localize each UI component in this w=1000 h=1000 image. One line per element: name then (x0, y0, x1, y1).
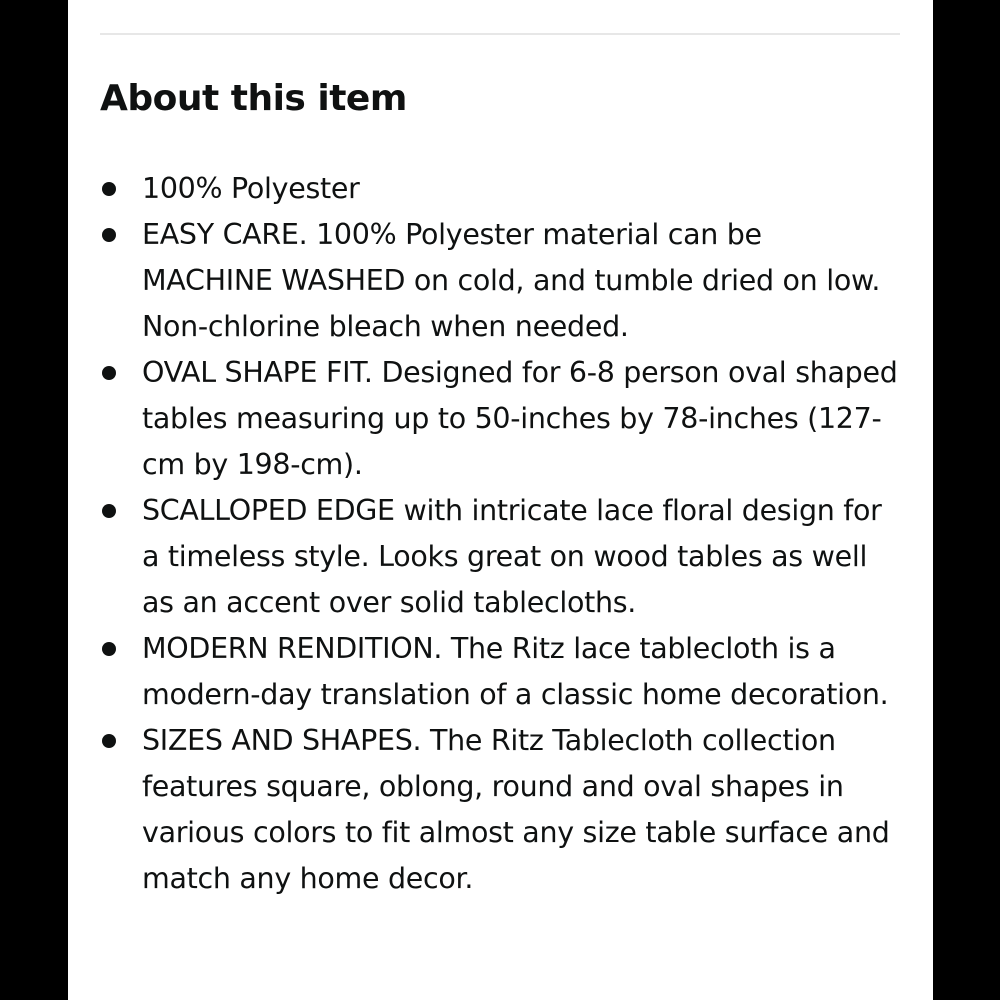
feature-bullet-text: EASY CARE. 100% Polyester material can be MACHINE WASHED on cold, and tumble dried on low. Non-chlorine bleach when needed. (142, 218, 881, 343)
bullet-dot-icon (102, 366, 116, 380)
feature-bullet-easy-care (100, 212, 900, 350)
bullet-dot-icon (102, 642, 116, 656)
bullet-dot-icon (102, 734, 116, 748)
feature-bullet-text: SCALLOPED EDGE with intricate lace floral design for a timeless style. Looks great on wood tables as well as an accent over solid tablecloths. (142, 494, 882, 619)
feature-bullet-material (100, 166, 900, 212)
about-this-item-heading: About this item (100, 78, 407, 119)
feature-bullet-sizes-shapes (100, 718, 900, 902)
feature-bullet-text: 100% Polyester (142, 172, 360, 205)
feature-bullet-modern-rendition (100, 626, 900, 718)
feature-bullet-oval-fit (100, 350, 900, 488)
bullet-dot-icon (102, 182, 116, 196)
section-divider (100, 33, 900, 35)
feature-bullet-text: MODERN RENDITION. The Ritz lace tablecloth is a modern-day translation of a classic home decoration. (142, 632, 889, 711)
feature-bullet-list (100, 166, 900, 902)
feature-bullet-text: SIZES AND SHAPES. The Ritz Tablecloth collection features square, oblong, round and oval shapes in various colors to fit almost any size table surface and match any home decor. (142, 724, 890, 895)
bullet-dot-icon (102, 228, 116, 242)
feature-bullet-text: OVAL SHAPE FIT. Designed for 6-8 person oval shaped tables measuring up to 50-inches by 78-inches (127-cm by 198-cm). (142, 356, 898, 481)
feature-bullet-scalloped-edge (100, 488, 900, 626)
bullet-dot-icon (102, 504, 116, 518)
product-details-panel (68, 0, 933, 1000)
